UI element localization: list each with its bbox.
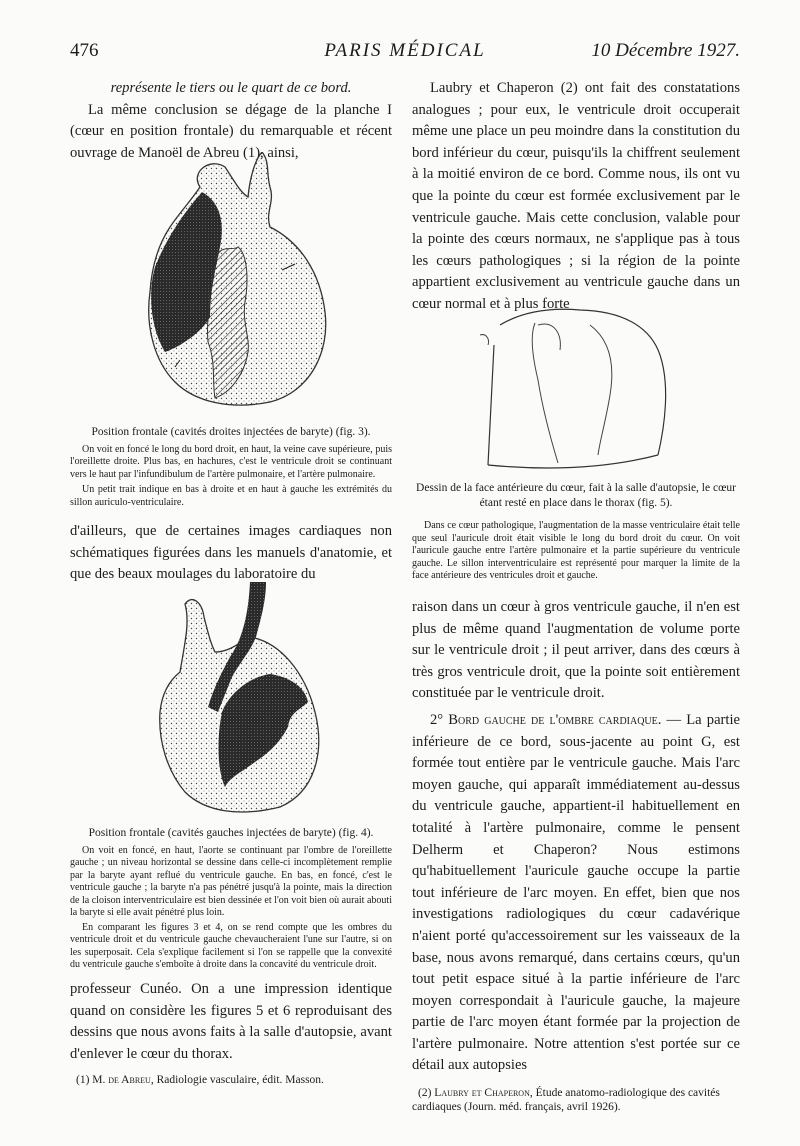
figure-3-heart-drawing (120, 152, 350, 410)
section-body: — La partie inférieure de ce bord, sous-jacente au point G, est formée tout entière par le ventricule gauche. Mais l'arc moyen gauche, qui apparaît immédiatement au-dessus du ventricule gauche, appartient-il habituellement en totalité à l'artère pulmonaire, comme le pensent Delherm et Chaperon? Nous estimons qu'habituellement l'auricule gauche occupe la partie tout inférieure de l'arc moyen. En effet, bien que nos investigations radiologiques du cœur cadavérique n'aient porté qu'accessoirement sur les vaisseaux de la base, nous avons remarqué, dans certains cœurs, qu'un tout petit espace situé à la partie inférieure de l'arc moyen correspondait à l'auricule gauche, la majeure partie de l'arc moyen étant formée par la projection de l'artère pulmonaire. Notre attention s'est portée sur ce détail aux autopsies (412, 711, 740, 1074)
figure-5-caption-block (412, 481, 740, 583)
paragraph: La même conclusion se dégage de la planche I (cœur en position frontale) du remarquable et récent ouvrage de Manoël de Abreu (1), ainsi, (70, 101, 392, 161)
figure-3-caption-block (70, 425, 392, 509)
footnote-author: Laubry et Chaperon (434, 1087, 530, 1100)
paragraph: professeur Cunéo. On a une impression identique quand on considère les figures 5 et 6 reproduisant des dessins que nous avons faits à la salle d'autopsie, avant d'enlever le cœur du thorax. (70, 981, 392, 1062)
figure-3-note: On voit en foncé le long du bord droit, en haut, la veine cave supérieure, puis l'oreillette droite. Plus bas, en hachures, c'est le ventricule droit se continuant vers le haut par l'infundibulum de l'artère pulmonaire, et l'artère pulmonaire. (70, 443, 392, 480)
figure-3-note: Un petit trait indique en bas à droite et en haut à gauche les extrémités du sillon auriculo-ventriculaire. (70, 484, 392, 508)
page-number: 476 (70, 40, 99, 61)
figure-5-caption: Dessin de la face antérieure du cœur, fait à la salle d'autopsie, le cœur étant resté en place dans le thorax (fig. 5). (416, 482, 736, 509)
figure-3-caption: Position frontale (cavités droites injectées de baryte) (fig. 3). (91, 426, 371, 438)
footnote-2 (412, 1086, 740, 1114)
figure-4-heart-drawing (130, 582, 355, 817)
figure-4-note: On voit en foncé, en haut, l'aorte se continuant par l'ombre de l'oreillette gauche ; un niveau horizontal se dessine dans celle-ci incomplètement remplie par la baryte ayant reflué du ventricule gauche. En bas, en foncé, c'est le ventricule gauche ; la baryte n'a pas pénétré jusqu'à la pointe, mais la direction de la cloison interventriculaire est bien dessinée et l'on voit bien où aurait abouti la baryte si elle avait pénétré plus loin. (70, 844, 392, 918)
figure-4-caption: Position frontale (cavités gauches injectées de baryte) (fig. 4). (88, 827, 374, 839)
page-header (70, 40, 740, 72)
figure-4-caption-block (70, 826, 392, 972)
footnote-author: M. de Abreu (92, 1074, 151, 1087)
footnote-text: , Radiologie vasculaire, édit. Masson. (150, 1074, 324, 1087)
footnote-number: (1) (76, 1074, 90, 1087)
paragraph: représente le tiers ou le quart de ce bord. (110, 80, 352, 96)
right-column-continued (412, 597, 740, 1114)
footnote-text: , Étude anatomo-radiologique des cavités cardiaques (Journ. méd. français, avril 1926). (412, 1087, 720, 1114)
issue-date: 10 Décembre 1927. (591, 40, 740, 61)
paragraph: raison dans un cœur à gros ventricule gauche, il n'en est plus de même quand l'augmentation de volume porte sur le ventricule droit ; il peut arriver, dans des cœurs à très gros ventricule droit, que la pointe soit entièrement constituée par le ventricule droit. (412, 599, 740, 702)
right-column (412, 78, 740, 316)
paragraph: Laubry et Chaperon (2) ont fait des constatations analogues ; pour eux, le ventricule droit occuperait même une place un peu moindre dans la constitution du bord inférieur du cœur, puisqu'ils la chiffrent seulement à la moitié environ de ce bord. Comme nous, ils ont vu que la pointe du cœur est formée exclusivement par le ventricule gauche. Mais cette conclusion, valable pour la pointe des cœurs normaux, ne s'applique pas à tous les cœurs pathologiques ; si la région de la pointe appartient exclusivement au ventricule gauche dans un cœur normal et à plus forte (412, 80, 740, 312)
left-column-end (70, 979, 392, 1087)
figure-5-heart-drawing (480, 305, 680, 475)
journal-title: PARIS MÉDICAL (324, 40, 486, 61)
paragraph (412, 710, 740, 1077)
paragraph: d'ailleurs, que de certaines images cardiaques non schématiques figurées dans les manuels d'anatomie, et que des beaux moulages du laboratoire du (70, 523, 392, 583)
figure-4-note: En comparant les figures 3 et 4, on se rend compte que les ombres du ventricule droit et du ventricule gauche chevaucheraient l'une sur l'autre, si on les superposait. Cela s'explique facilement si l'on se rappelle que la convexité du ventricule gauche s'emboîte à droite dans la concavité du ventricule droit. (70, 921, 392, 970)
footnote-1 (70, 1073, 392, 1087)
left-column-continued (70, 521, 392, 586)
section-heading: 2° Bord gauche de l'ombre cardiaque. (430, 711, 662, 728)
footnote-number: (2) (418, 1087, 432, 1100)
figure-5-note: Dans ce cœur pathologique, l'augmentation de la masse ventriculaire était telle que seul l'auricule droit était visible le long du bord droit du cœur. On voit l'auricule gauche entre l'artère pulmonaire et la partie supérieure du ventricule gauche. Le sillon interventriculaire est représenté pour marquer la limite de la face antérieure des ventricules droit et gauche. (412, 520, 740, 581)
